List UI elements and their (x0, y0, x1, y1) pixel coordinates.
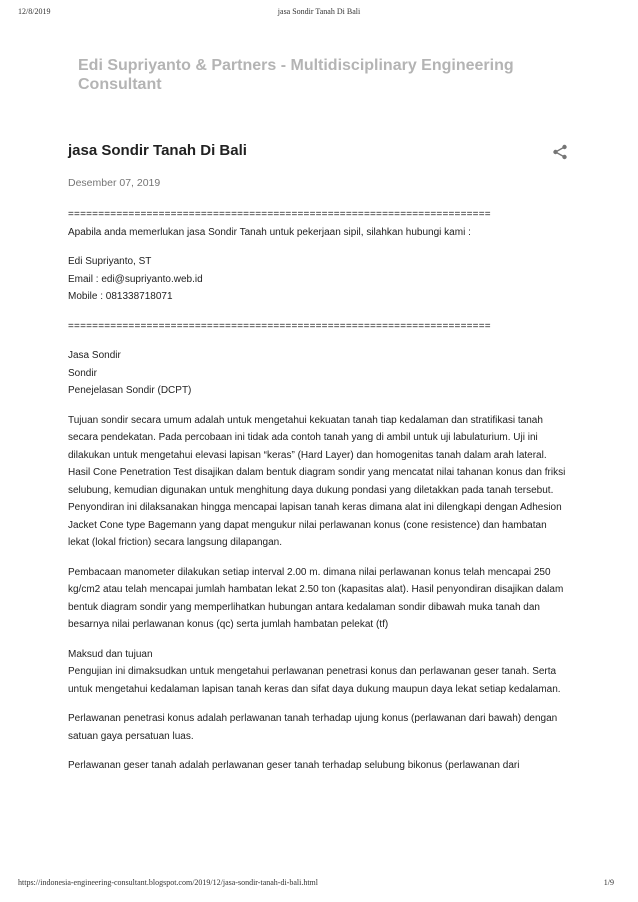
print-page-title: jasa Sondir Tanah Di Bali (277, 7, 361, 16)
paragraph-pembacaan: Pembacaan manometer dilakukan setiap interval 2.00 m. dimana nilai perlawanan konus telah mencapai 250 kg/cm2 atau telah mencapai jumlah hambatan lekat 2.50 ton (kapasitas alat). Hasil penyondiran disajikan dalam bentuk diagram sondir yang memperlihatkan hubungan antara kedalaman sondir dibawah muka tanah dan besarnya nilai perlawanan konus (qc) serta jumlah hambatan pelekat (tf) (68, 566, 564, 630)
print-url: https://indonesia-engineering-consultant.blogspot.com/2019/12/jasa-sondir-tanah-di-bali.html (18, 878, 319, 887)
post-body (68, 206, 568, 775)
paragraph-geser: Perlawanan geser tanah adalah perlawanan geser tanah terhadap selubung bikonus (perlawanan dari (68, 760, 520, 771)
post-date[interactable]: Desember 07, 2019 (68, 177, 161, 189)
post-title[interactable]: jasa Sondir Tanah Di Bali (68, 142, 247, 159)
paragraph-tujuan: Tujuan sondir secara umum adalah untuk mengetahui kekuatan tanah tiap kedalaman dan stratifikasi tanah secara pendekatan. Pada percobaan ini tidak ada contoh tanah yang di ambil untuk uji labulaturium. Uji ini dilakukan untuk mengetahui elevasi lapisan “keras” (Hard Layer) dan homogenitas tanah dalam arah lateral. Hasil Cone Penetration Test disajikan dalam bentuk diagram sondir yang mencatat nilai tahanan konus dan friksi selubung, kemudian digunakan untuk menghitung daya dukung pondasi yang diletakkan pada tanah tersebut. Penyondiran ini dilaksanakan hingga mencapai lapisan tanah keras dimana alat ini dilengkapi dengan Adhesion Jacket Cone type Bagemann yang dapat mengukur nilai perlawanan konus (cone resistence) dan hambatan lekat (lokal friction) secara langsung dilapangan. (68, 414, 566, 548)
heading-maksud: Maksud dan tujuan (68, 648, 153, 660)
contact-name: Edi Supriyanto, ST (68, 256, 152, 267)
paragraph-penetrasi: Perlawanan penetrasi konus adalah perlawanan tanah terhadap ujung konus (perlawanan dari bawah) dengan satuan gaya persatuan luas. (68, 713, 558, 742)
heading-jasa-sondir: Jasa Sondir (68, 350, 121, 361)
intro-paragraph: Apabila anda memerlukan jasa Sondir Tanah untuk pekerjaan sipil, silahkan hubungi kami : (68, 226, 471, 238)
print-page-number: 1/9 (603, 878, 614, 887)
separator-line: ====================================================================== (68, 320, 491, 332)
print-date: 12/8/2019 (18, 7, 51, 16)
contact-mobile: Mobile : 081338718071 (68, 291, 173, 302)
paragraph-pengujian: Pengujian ini dimaksudkan untuk mengetahui perlawanan penetrasi konus dan perlawanan geser tanah. Serta untuk mengetahui kedalaman lapisan tanah keras dan sifat daya dukung maupun daya lekat setiap kedalaman. (68, 666, 561, 695)
contact-email: Email : edi@supriyanto.web.id (68, 273, 203, 285)
separator-line: ====================================================================== (68, 209, 491, 220)
heading-penjelasan: Penejelasan Sondir (DCPT) (68, 385, 192, 396)
section-headings (68, 347, 568, 400)
blog-title[interactable]: Edi Supriyanto & Partners - Multidisciplinary Engineering Consultant (78, 57, 514, 93)
share-icon[interactable] (552, 144, 568, 160)
post (68, 140, 568, 787)
contact-block (68, 253, 568, 306)
heading-sondir: Sondir (68, 367, 97, 379)
maksud-section (68, 646, 568, 699)
